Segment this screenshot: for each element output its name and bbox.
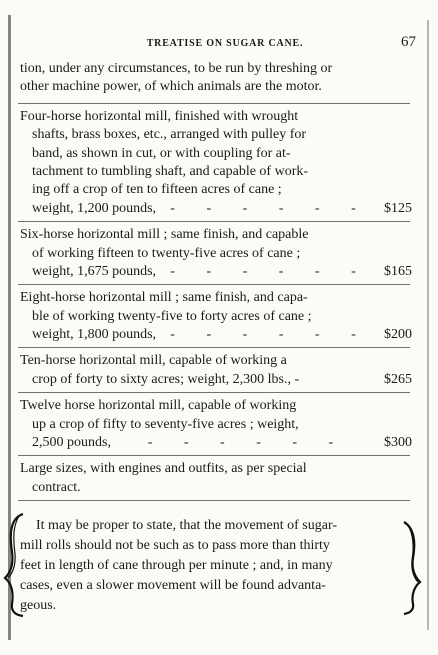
item-text-line: Twelve horse horizontal mill, capable of working bbox=[20, 398, 297, 414]
item-text-line: tachment to tumbling shaft, and capable of work- bbox=[32, 163, 309, 179]
closing-line: geous. bbox=[20, 598, 57, 613]
item-text-line: up a crop of fifty to seventy-five acres ; weight, bbox=[32, 416, 299, 432]
item-text-line: Four-horse horizontal mill, finished with wrought bbox=[20, 108, 299, 124]
item-weight: weight, 1,200 pounds, bbox=[32, 200, 157, 216]
item-price-line bbox=[20, 263, 412, 281]
item-price-line bbox=[20, 371, 412, 389]
closing-line: It may be proper to state, that the movement of sugar- bbox=[36, 518, 338, 533]
intro-line: other machine power, of which animals are the motor. bbox=[20, 79, 322, 95]
item-price: $200 bbox=[384, 327, 412, 343]
rule-divider bbox=[18, 347, 410, 348]
item-price: $165 bbox=[384, 263, 412, 279]
closing-line: mill rolls should not be such as to pass more than thirty bbox=[20, 538, 330, 553]
item-text-line: Ten-horse horizontal mill, capable of working a bbox=[20, 353, 287, 369]
item-text-line: of working fifteen to twenty-five acres of cane ; bbox=[32, 245, 301, 261]
left-bracket-mark bbox=[3, 512, 27, 617]
closing-paragraph bbox=[20, 516, 412, 616]
item-weight: weight, 1,800 pounds, bbox=[32, 327, 157, 343]
item-text-line: shafts, brass boxes, etc., arranged with pulley for bbox=[32, 127, 307, 143]
large-sizes-note bbox=[20, 460, 412, 497]
item-price-line bbox=[20, 326, 412, 344]
dot-leader: - - - - - - bbox=[170, 200, 370, 216]
rule-divider bbox=[18, 392, 410, 393]
item-price-line bbox=[20, 200, 412, 218]
rule-divider bbox=[18, 284, 410, 285]
item-weight: 2,500 pounds, bbox=[32, 435, 111, 451]
page-right-edge bbox=[427, 20, 429, 630]
rule-divider bbox=[18, 500, 410, 501]
item-text-line: band, as shown in cut, or with coupling for at- bbox=[32, 145, 291, 161]
price-list-item bbox=[20, 397, 412, 452]
price-list-item bbox=[20, 226, 412, 281]
dot-leader: - - - - - - bbox=[170, 327, 370, 343]
item-price: $265 bbox=[384, 371, 412, 387]
intro-line: tion, under any circumstances, to be run by threshing or bbox=[20, 61, 333, 76]
rule-divider bbox=[18, 221, 410, 222]
item-text-line: ble of working twenty-five to forty acres of cane ; bbox=[32, 308, 312, 324]
rule-divider bbox=[18, 103, 410, 104]
item-weight: weight, 1,675 pounds, bbox=[32, 263, 157, 279]
item-text-line: ing off a crop of ten to fifteen acres of cane ; bbox=[32, 182, 282, 198]
item-text-line: contract. bbox=[32, 479, 81, 495]
item-text-line: Six-horse horizontal mill ; same finish, and capable bbox=[20, 227, 309, 243]
item-price: $300 bbox=[384, 435, 412, 451]
item-price: $125 bbox=[384, 200, 412, 216]
closing-line: feet in length of cane through per minute ; and, in many bbox=[20, 558, 333, 573]
page-number: 67 bbox=[401, 34, 416, 50]
dot-leader: - - - - - - bbox=[147, 435, 348, 451]
page-body bbox=[20, 60, 412, 501]
price-list-item bbox=[20, 289, 412, 344]
right-bracket-mark bbox=[400, 520, 424, 615]
item-price-line bbox=[20, 434, 412, 452]
dot-leader: - - - - - - bbox=[170, 263, 370, 279]
item-text-line: Eight-horse horizontal mill ; same finish, and capa- bbox=[20, 290, 308, 306]
price-list-item bbox=[20, 108, 412, 218]
running-head: TREATISE ON SUGAR CANE. bbox=[146, 38, 304, 49]
item-text-line: Large sizes, with engines and outfits, as per special bbox=[20, 461, 307, 477]
item-weight: crop of forty to sixty acres; weight, 2,300 lbs., - bbox=[32, 371, 300, 387]
rule-divider bbox=[18, 455, 410, 456]
page-header bbox=[0, 34, 438, 54]
closing-line: cases, even a slower movement will be found advanta- bbox=[20, 578, 326, 593]
price-list-item bbox=[20, 352, 412, 389]
